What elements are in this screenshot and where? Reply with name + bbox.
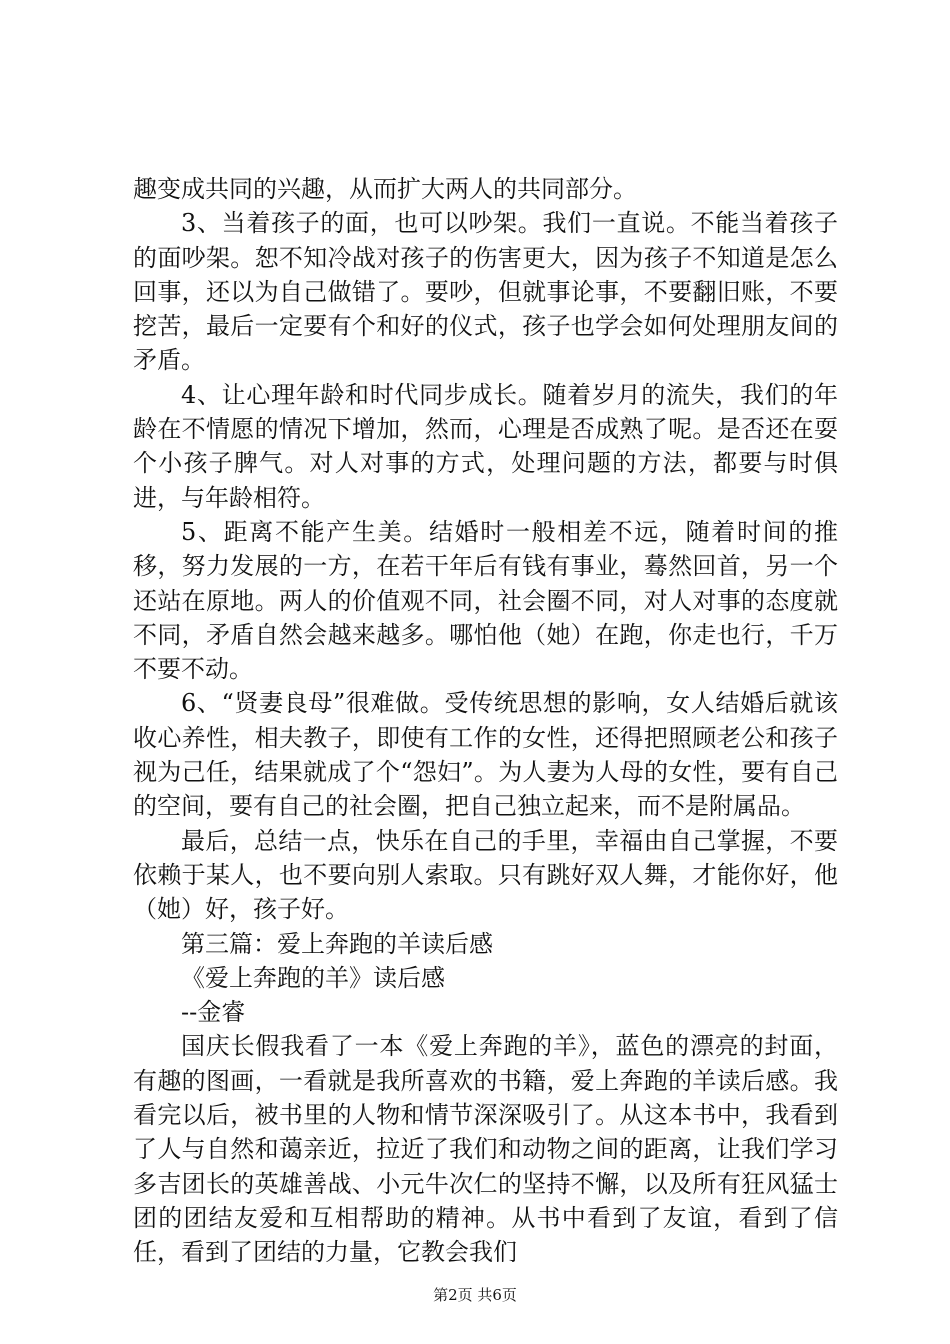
article-title: 《爱上奔跑的羊》读后感: [181, 963, 445, 992]
page-number-footer: 第2页 共6页: [433, 1286, 517, 1304]
paragraph-item-5: 5、距离不能产生美。结婚时一般相差不远，随着时间的推移，努力发展的一方，在若干年后有钱有事业，蓦然回首，另一个还站在原地。两人的价值观不同，社会圈不同，对人对事的态度就不同，矛盾自然会越来越多。哪怕他（她）在跑，你走也行，千万不要不动。: [133, 517, 838, 684]
document-body: [133, 172, 838, 1270]
paragraph-item-6: 6、“贤妻良母”很难做。受传统思想的影响，女人结婚后就该收心养性，相夫教子，即使有工作的女性，还得把照顾老公和孩子视为己任，结果就成了个“怨妇”。为人妻为人母的女性，要有自己的空间，要有自己的社会圈，把自己独立起来，而不是附属品。: [133, 689, 838, 821]
section-title: 第三篇：爱上奔跑的羊读后感: [181, 929, 493, 958]
paragraph-item-3: 3、当着孩子的面，也可以吵架。我们一直说。不能当着孩子的面吵架。恕不知冷战对孩子的伤害更大，因为孩子不知道是怎么回事，还以为自己做错了。要吵，但就事论事，不要翻旧账，不要挖苦，最后一定要有个和好的仪式，孩子也学会如何处理朋友间的矛盾。: [133, 209, 838, 375]
article-body-paragraph: 国庆长假我看了一本《爱上奔跑的羊》，蓝色的漂亮的封面，有趣的图画，一看就是我所喜欢的书籍，爱上奔跑的羊读后感。我看完以后，被书里的人物和情节深深吸引了。从这本书中，我看到了人与自然和蔼亲近，拉近了我们和动物之间的距离，让我们学习多吉团长的英雄善战、小元牛次仁的坚持不懈，以及所有狂风猛士团的团结友爱和互相帮助的精神。从书中看到了友谊，看到了信任，看到了团结的力量，它教会我们: [133, 1032, 838, 1267]
paragraph-item-4: 4、让心理年龄和时代同步成长。随着岁月的流失，我们的年龄在不情愿的情况下增加，然而，心理是否成熟了呢。是否还在耍个小孩子脾气。对人对事的方式，处理问题的方法，都要与时俱进，与年龄相符。: [133, 380, 838, 512]
paragraph-continuation: 趣变成共同的兴趣，从而扩大两人的共同部分。: [133, 175, 637, 203]
author-line: --金睿: [181, 998, 246, 1027]
paragraph-conclusion: 最后，总结一点，快乐在自己的手里，幸福由自己掌握，不要依赖于某人，也不要向别人索取。只有跳好双人舞，才能你好，他（她）好，孩子好。: [133, 826, 838, 924]
